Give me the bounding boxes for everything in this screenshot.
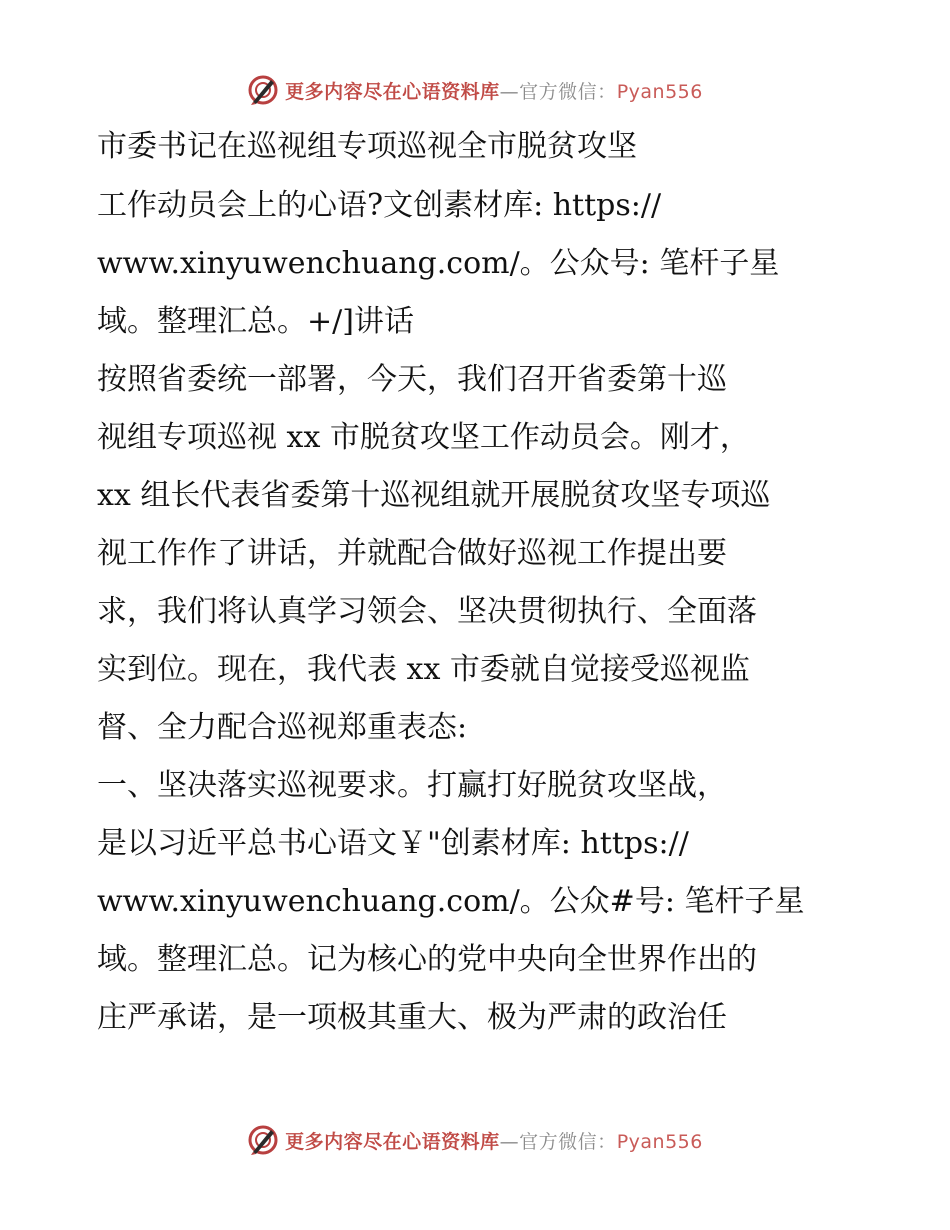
pen-logo-icon (247, 1124, 279, 1156)
paragraph (97, 757, 867, 1047)
banner-wechat-label: 官方微信： (519, 80, 617, 103)
banner-wechat-id: Pyan556 (616, 1130, 703, 1153)
document-body (97, 118, 867, 1047)
text-line: 一、坚决落实巡视要求。打赢打好脱贫攻坚战， (97, 768, 727, 803)
paragraph-title (97, 118, 867, 176)
text-line: www.xinyuwenchuang.com/。公众号: 笔杆子星 (97, 246, 780, 281)
header-banner (0, 68, 950, 112)
pen-logo-icon (247, 74, 279, 106)
text-line: 域。整理汇总。+/]讲话 (97, 304, 414, 339)
banner-wechat-id: Pyan556 (616, 80, 703, 103)
text-line: 庄严承诺，是一项极其重大、极为严肃的政治任 (97, 1000, 727, 1035)
paragraph (97, 351, 867, 757)
banner-main: 更多内容尽在心语资料库 (285, 80, 500, 103)
banner-text (285, 1127, 703, 1154)
text-line: 实到位。现在，我代表 xx 市委就自觉接受巡视监 (97, 652, 750, 687)
text-line: 按照省委统一部署，今天，我们召开省委第十巡 (97, 362, 727, 397)
text-line: 求，我们将认真学习领会、坚决贯彻执行、全面落 (97, 594, 757, 629)
banner-dash: — (499, 80, 520, 103)
text-line: xx 组长代表省委第十巡视组就开展脱贫攻坚专项巡 (97, 478, 771, 513)
text-line: 视组专项巡视 xx 市脱贫攻坚工作动员会。刚才， (97, 420, 750, 455)
text-line: 域。整理汇总。记为核心的党中央向全世界作出的 (97, 942, 757, 977)
text-line: 工作动员会上的心语?文创素材库: https:// (97, 188, 662, 223)
text-line: 市委书记在巡视组专项巡视全市脱贫攻坚 (97, 129, 637, 164)
paragraph (97, 177, 867, 351)
banner-text (285, 77, 703, 104)
footer-banner (0, 1118, 950, 1162)
text-line: 是以习近平总书心语文￥"创素材库: https:// (97, 826, 689, 861)
text-line: www.xinyuwenchuang.com/。公众#号: 笔杆子星 (97, 884, 805, 919)
banner-wechat-label: 官方微信： (519, 1130, 617, 1153)
banner-dash: — (499, 1130, 520, 1153)
text-line: 视工作作了讲话，并就配合做好巡视工作提出要 (97, 536, 727, 571)
text-line: 督、全力配合巡视郑重表态: (97, 710, 468, 745)
banner-main: 更多内容尽在心语资料库 (285, 1130, 500, 1153)
